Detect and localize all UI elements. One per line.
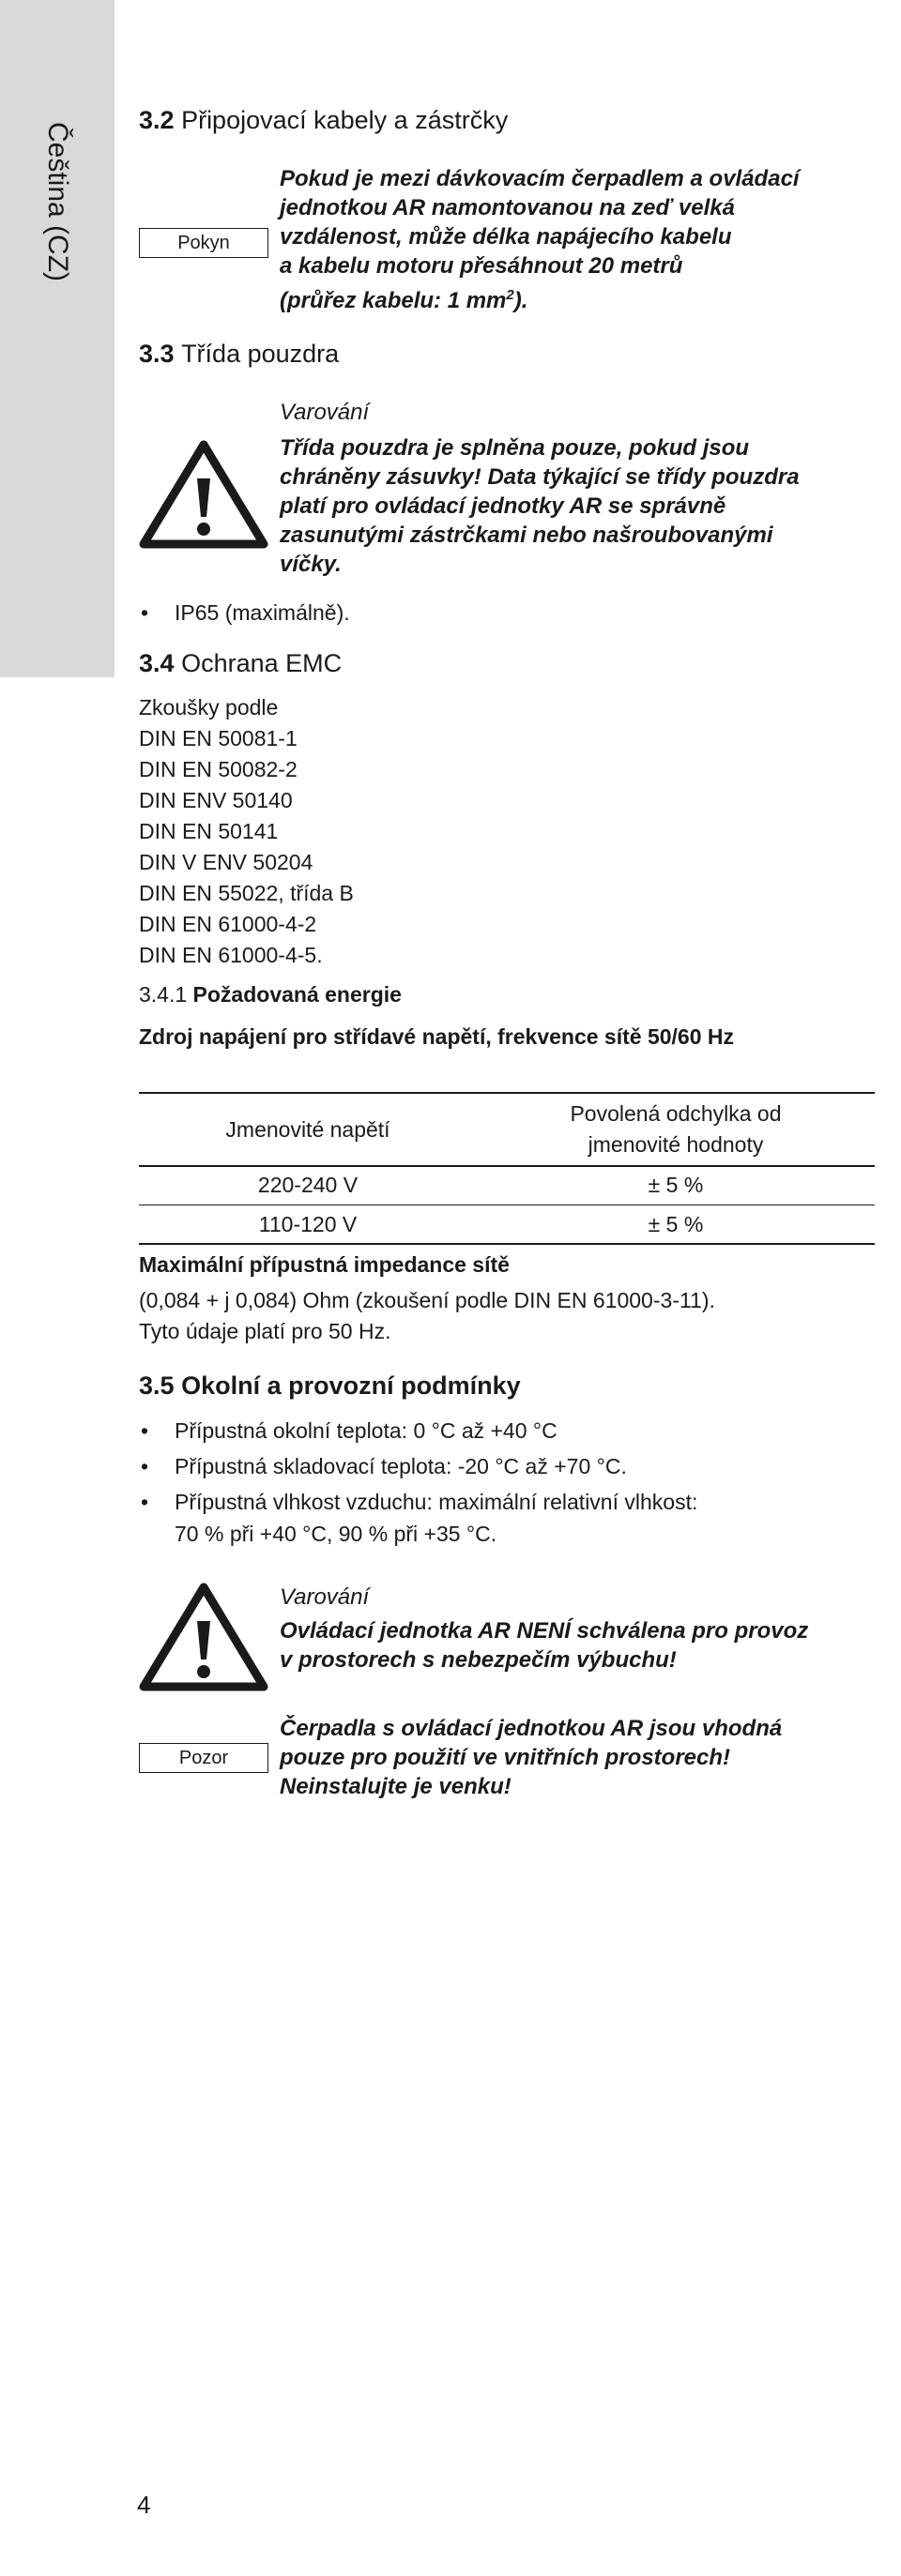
table-header-cell (477, 1099, 875, 1160)
note-label: Pokyn (177, 233, 230, 253)
section-number: 3.4 (139, 649, 175, 677)
standard-item: DIN EN 50141 (139, 819, 279, 843)
caution-line: Čerpadla s ovládací jednotkou AR jsou vhodná (280, 1716, 783, 1741)
section-number: 3.3 (139, 340, 175, 368)
caution-line: Neinstalujte je venku! (280, 1774, 512, 1799)
table-row (139, 1167, 875, 1205)
bullet-text-continued: 70 % při +40 °C, 90 % při +35 °C. (175, 1522, 497, 1546)
section-3-4-heading (139, 649, 342, 678)
section-title: Připojovací kabely a zástrčky (181, 106, 509, 134)
bullet-marker: • (141, 1490, 149, 1514)
note-line-end: ). (513, 288, 528, 313)
note-label-box (139, 228, 268, 258)
table-cell: 220-240 V (257, 1173, 359, 1197)
table-cell: ± 5 % (648, 1173, 704, 1197)
impedance-line: (0,084 + j 0,084) Ohm (zkoušení podle DIN EN 61000-3-11). (139, 1288, 715, 1312)
language-tab-label: Čeština (CZ) (42, 121, 73, 282)
caution-text (280, 1714, 880, 1801)
warning-line: v prostorech s nebezpečím výbuchu! (280, 1647, 677, 1673)
caution-line: pouze pro použití ve vnitřních prostorech! (280, 1745, 731, 1770)
warning-text (280, 1616, 880, 1674)
bullet-text: Přípustná okolní teplota: 0 °C až +40 °C (175, 1418, 557, 1443)
section-title: Okolní a provozní podmínky (181, 1371, 521, 1400)
bullet-item: • IP65 (maximálně). (139, 597, 350, 629)
section-3-3-heading (139, 340, 339, 369)
emc-standards (139, 692, 354, 971)
section-title: Požadovaná energie (192, 982, 402, 1007)
note-line: Pokud je mezi dávkovacím čerpadlem a ovládací (280, 166, 800, 191)
standard-item: DIN EN 55022, třída B (139, 881, 354, 905)
section-title: Ochrana EMC (181, 649, 343, 677)
standard-item: DIN V ENV 50204 (139, 850, 313, 874)
bullet-text: Přípustná vlhkost vzduchu: maximální relativní vlhkost: (175, 1490, 698, 1514)
caution-label-box (139, 1743, 268, 1773)
table-bottom-rule (139, 1243, 875, 1245)
section-number: 3.5 (139, 1371, 175, 1400)
header-line: jmenovité hodnoty (588, 1132, 764, 1157)
standard-item: DIN EN 61000-4-2 (139, 912, 317, 936)
note-line: a kabelu motoru přesáhnout 20 metrů (280, 253, 683, 279)
bullet-text: Přípustná skladovací teplota: -20 °C až +70 °C. (175, 1454, 627, 1478)
impedance-title: Maximální přípustná impedance sítě (139, 1252, 510, 1277)
warning-title: Varování (280, 1584, 370, 1610)
note-line (280, 280, 880, 315)
table-header-row (139, 1094, 875, 1165)
table-cell: 110-120 V (258, 1211, 358, 1236)
bullet-item (139, 1415, 871, 1447)
conditions-list (139, 1415, 871, 1550)
warning-line: chráněny zásuvky! Data týkající se třídy pouzdra (280, 464, 800, 490)
language-side-tab (0, 0, 115, 677)
bullet-marker: • (141, 1454, 149, 1478)
caution-label: Pozor (178, 1748, 229, 1768)
warning-line: Ovládací jednotka AR NENÍ schválena pro provoz (280, 1618, 809, 1644)
note-text (280, 164, 880, 315)
impedance-text (139, 1285, 715, 1347)
standard-item: DIN EN 50081-1 (139, 726, 298, 750)
standard-item: DIN EN 50082-2 (139, 757, 298, 781)
warning-line: platí pro ovládací jednotky AR se správně (280, 493, 726, 519)
table-header-cell: Jmenovité napětí (225, 1116, 390, 1142)
note-line-text: (průřez kabelu: 1 mm (280, 288, 507, 313)
warning-line: Třída pouzdra je splněna pouze, pokud jsou (280, 435, 750, 461)
bullet-marker: • (141, 1418, 149, 1443)
warning-line: víčky. (280, 552, 342, 577)
power-subtitle: Zdroj napájení pro střídavé napětí, frekvence sítě 50/60 Hz (139, 1024, 735, 1049)
section-title: Třída pouzdra (181, 340, 340, 368)
bullet-item (139, 1486, 871, 1550)
standard-item: DIN EN 61000-4-5. (139, 943, 323, 967)
voltage-table (139, 1092, 875, 1245)
section-3-4-1-heading (139, 982, 402, 1008)
warning-line: zasunutými zástrčkami nebo našroubovanými (280, 523, 773, 548)
standard-item: DIN ENV 50140 (139, 788, 293, 812)
table-cell: ± 5 % (648, 1211, 704, 1236)
bullet-item (139, 1450, 871, 1482)
impedance-line: Tyto údaje platí pro 50 Hz. (139, 1319, 391, 1343)
standards-intro: Zkoušky podle (139, 695, 279, 720)
warning-triangle-icon (139, 1582, 268, 1692)
table-row (139, 1205, 875, 1243)
section-3-2-heading (139, 106, 508, 135)
warning-text (280, 433, 880, 579)
header-line: Povolená odchylka od (570, 1101, 782, 1126)
warning-triangle-icon (139, 439, 268, 550)
section-number: 3.4.1 (139, 982, 188, 1007)
superscript: 2 (506, 287, 514, 303)
warning-title: Varování (280, 400, 370, 425)
note-line: vzdálenost, může délka napájecího kabelu (280, 224, 732, 250)
protection-bullet-list (139, 597, 350, 634)
section-3-5-heading (139, 1371, 521, 1401)
note-line: jednotkou AR namontovanou na zeď velká (280, 195, 735, 220)
section-number: 3.2 (139, 106, 175, 134)
page-number: 4 (137, 2491, 151, 2519)
